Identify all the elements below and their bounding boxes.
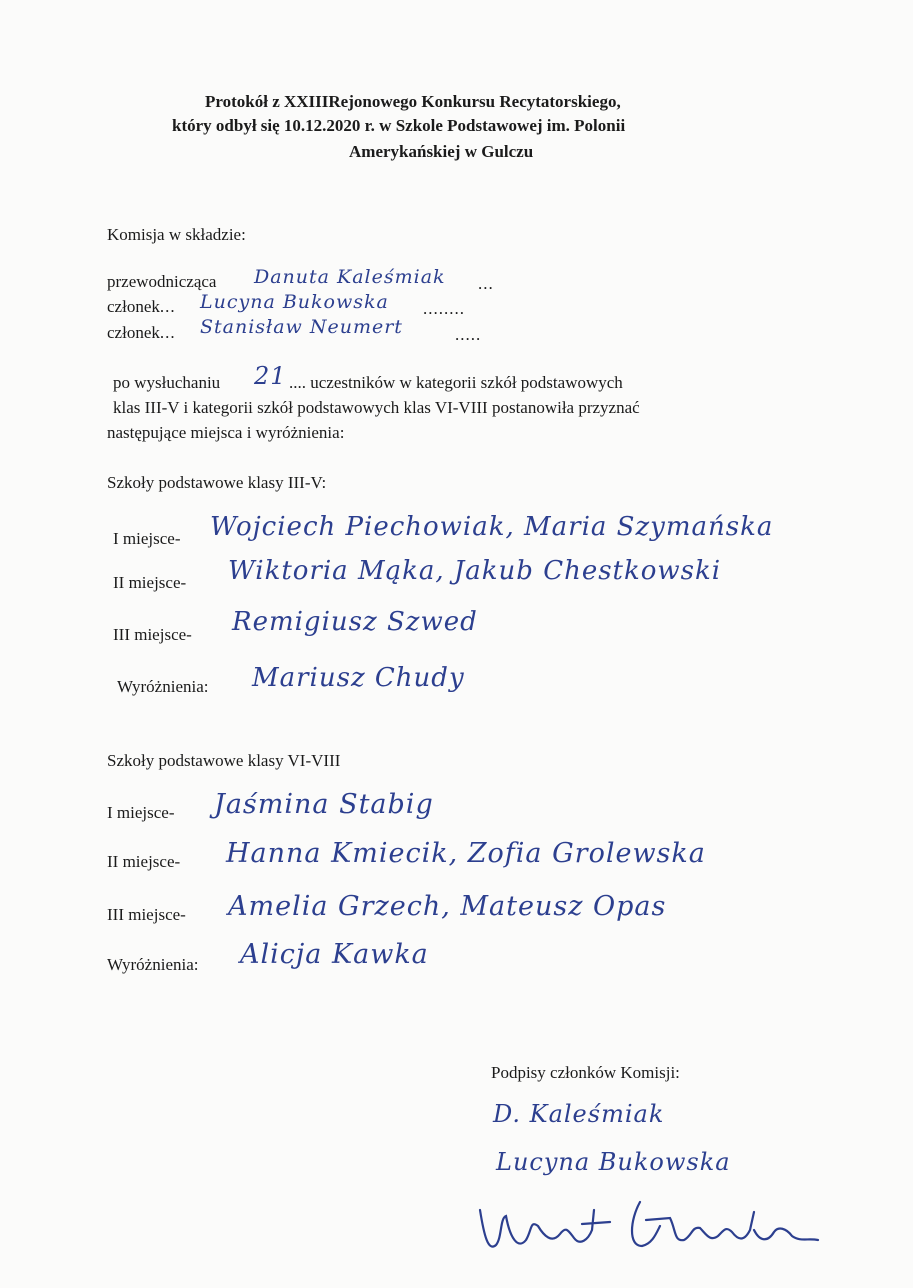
- chair-label: przewodnicząca: [107, 272, 217, 291]
- s2-third-value: Amelia Grzech, Mateusz Opas: [228, 891, 667, 922]
- member1-label: członek: [107, 297, 160, 316]
- signature-3-scribble: [470, 1190, 830, 1260]
- signatures-title: Podpisy członków Komisji:: [491, 1063, 680, 1082]
- signature-1: D. Kaleśmiak: [493, 1100, 665, 1128]
- member2-dots-tail: .....: [455, 325, 482, 344]
- intro-after-count: .... uczestników w kategorii szkół podstawowych: [289, 373, 623, 392]
- member1-dots-tail: ........: [423, 299, 465, 318]
- intro-before-count: po wysłuchaniu: [113, 373, 221, 392]
- s1-second-value: Wiktoria Mąka, Jakub Chestkowski: [228, 556, 722, 586]
- s1-third-label: III miejsce-: [113, 625, 192, 644]
- intro-line-2: klas III-V i kategorii szkół podstawowych klas VI-VIII postanowiła przyznać: [113, 398, 640, 417]
- intro-line-3: następujące miejsca i wyróżnienia:: [107, 423, 345, 442]
- s2-third-label: III miejsce-: [107, 905, 186, 924]
- header-line-1: Protokół z XXIIIRejonowego Konkursu Recytatorskiego,: [205, 92, 621, 111]
- s2-first-value: Jaśmina Stabig: [214, 789, 434, 820]
- signature-2: Lucyna Bukowska: [496, 1148, 731, 1176]
- s1-first-value: Wojciech Piechowiak, Maria Szymańska: [210, 512, 774, 542]
- section1-title: Szkoły podstawowe klasy III-V:: [107, 473, 327, 492]
- s1-honor-label: Wyróżnienia:: [117, 677, 209, 696]
- commission-member1-row: [107, 297, 176, 317]
- section2-title: Szkoły podstawowe klasy VI-VIII: [107, 751, 341, 770]
- member2-name: Stanisław Neumert: [200, 316, 403, 338]
- s2-honor-label: Wyróżnienia:: [107, 955, 199, 974]
- chair-dots: ...: [478, 274, 494, 293]
- commission-title: Komisja w składzie:: [107, 225, 246, 244]
- s2-second-label: II miejsce-: [107, 852, 181, 871]
- header-line-2: który odbył się 10.12.2020 r. w Szkole Podstawowej im. Polonii: [172, 116, 626, 135]
- participant-count: 21: [254, 362, 287, 390]
- s2-second-value: Hanna Kmiecik, Zofia Grolewska: [226, 838, 706, 869]
- member1-name: Lucyna Bukowska: [200, 291, 389, 313]
- commission-member2-row: [107, 323, 176, 343]
- s2-honor-value: Alicja Kawka: [240, 939, 429, 970]
- chair-name: Danuta Kaleśmiak: [254, 266, 446, 288]
- member2-label: członek: [107, 323, 160, 342]
- s1-first-label: I miejsce-: [113, 529, 181, 548]
- member2-dots-lead: ...: [159, 323, 176, 342]
- s1-honor-value: Mariusz Chudy: [252, 663, 465, 693]
- member1-dots-lead: ...: [159, 297, 176, 316]
- header-line-3: Amerykańskiej w Gulczu: [349, 142, 534, 161]
- s2-first-label: I miejsce-: [107, 803, 175, 822]
- s1-third-value: Remigiusz Szwed: [232, 607, 478, 637]
- commission-chair-row: [107, 272, 216, 292]
- s1-second-label: II miejsce-: [113, 573, 187, 592]
